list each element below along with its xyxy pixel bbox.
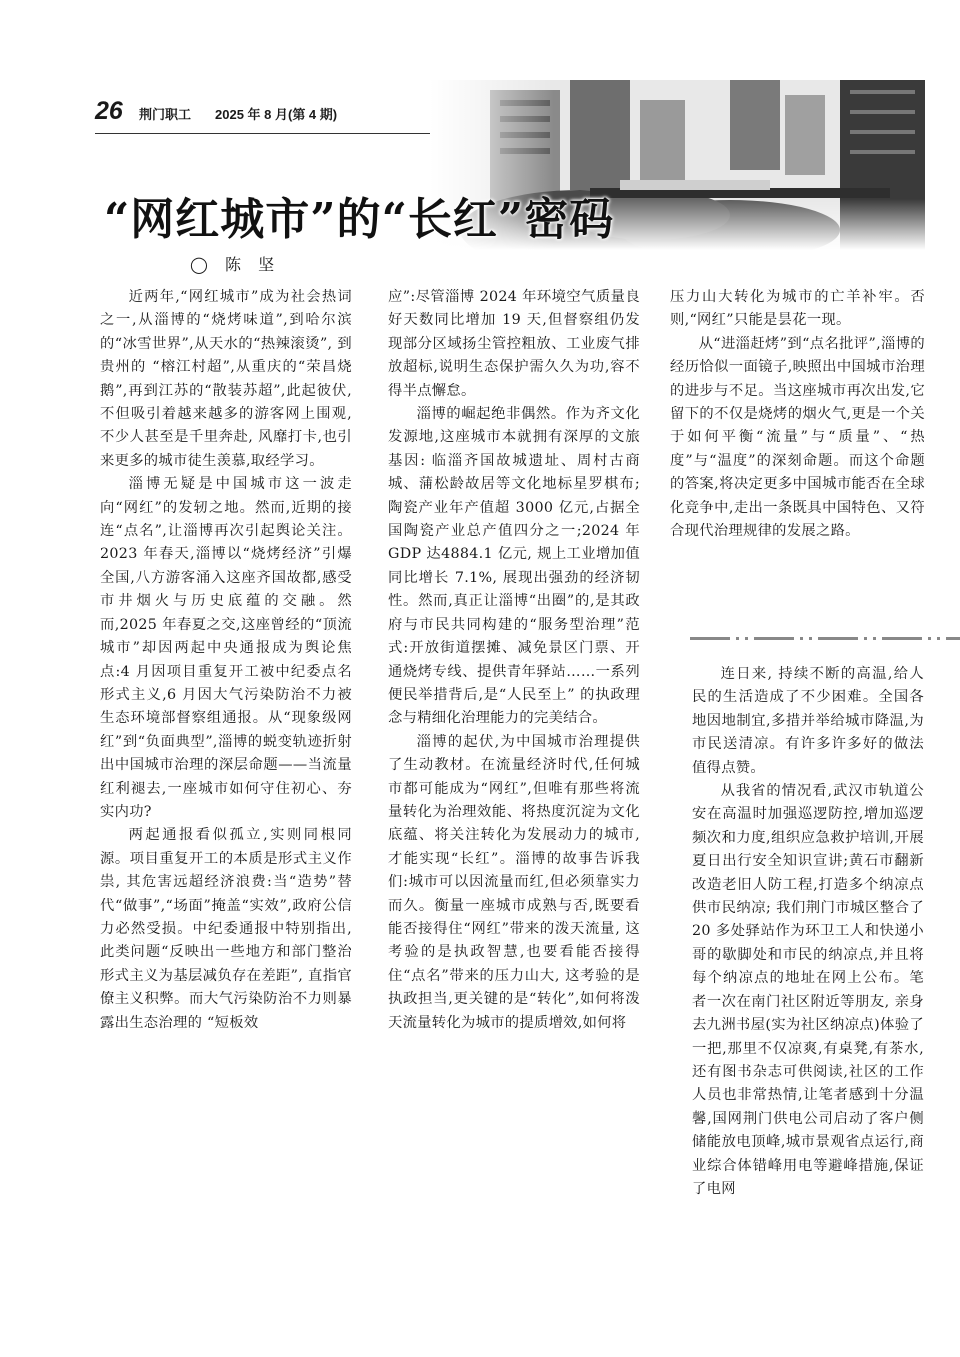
paragraph: 压力山大转化为城市的亡羊补牢。否则,“网红”只能是昙花一现。 [670, 289, 925, 329]
paragraph: 淄博的崛起绝非偶然。作为齐文化发源地,这座城市本就拥有深厚的文旅基因: 临淄齐国故城遗址、周村古商城、蒲松龄故居等文化地标星罗棋布;陶瓷产业年产值超 3000 亿元,占据全国陶瓷产业总产值四分之一;2024 年 GDP 达4884.1 亿元, 规上工业增加值同比增长 7.1%, 展现出强劲的经济韧性。然而,真正让淄博“出圈”的,是其政府与市民共同构建的“服务型治理”范式:开放街道摆摊、减免景区门票、开通烧烤专线、提供青年驿站……一系列便民举措背后,是“人民至上” 的执政理念与精细化治理能力的完美结合。 [388, 406, 640, 727]
paragraph: 连日来, 持续不断的高温,给人民的生活造成了不少困难。全国各地因地制宜,多措并举给城市降温,为市民送清凉。有许多许多好的做法值得点赞。 [692, 666, 924, 776]
article-column-1 [100, 286, 352, 1035]
article-byline: ◯ 陈 坚 [190, 255, 281, 274]
article-title: “网红城市”的“长红”密码 [104, 194, 615, 245]
paragraph: 淄博无疑是中国城市这一波走向“网红”的发轫之地。然而,近期的接连“点名”,让淄博再次引起舆论关注。2023 年春天,淄博以“烧烤经济”引爆全国,八方游客涌入这座齐国故都,感受市井烟火与历史底蕴的交融。然而,2025 年春夏之交,这座曾经的“顶流城市”却因两起中央通报成为舆论焦点:4 月因项目重复开工被中纪委点名形式主义,6 月因大气污染防治不力被生态环境部督察组通报。从“现象级网红”到“负面典型”,淄博的蜕变轨迹折射出中国城市治理的深层命题——当流量红利褪去,一座城市如何守住初心、夯实内功? [100, 476, 352, 820]
sidebar-column [692, 663, 924, 1201]
section-divider [690, 637, 960, 640]
paragraph: 淄博的起伏,为中国城市治理提供了生动教材。在流量经济时代,任何城市都可能成为“网红”,但唯有那些将流量转化为治理效能、将热度沉淀为文化底蕴、将关注转化为发展动力的城市,才能实现“长红”。淄博的故事告诉我们:城市可以因流量而红,但必须靠实力而久。衡量一座城市成熟与否,既要看能否接得住“网红”带来的泼天流量, 这考验的是执政智慧,也要看能否接得住“点名”带来的压力山大, 这考验的是执政担当,更关键的是“转化”,如何将泼天流量转化为城市的提质增效,如何将 [388, 733, 640, 1031]
paragraph: 应”:尽管淄博 2024 年环境空气质量良好天数同比增加 19 天,但督察组仍发现部分区域扬尘管控粗放、工业废气排放超标,说明生态保护需久久为功,容不得半点懈怠。 [388, 289, 640, 399]
paragraph: 两起通报看似孤立,实则同根同源。项目重复开工的本质是形式主义作祟, 其危害远超经济浪费:当“造势”替代“做事”,“场面”掩盖“实效”,政府公信力必然受损。中纪委通报中特别指出, 此类问题“反映出一些地方和部门整治形式主义为基层减负存在差距”, 直指官僚主义积弊。而大气污染防治不力则暴露出生态治理的 “短板效 [100, 827, 352, 1031]
paragraph: 近两年,“网红城市”成为社会热词之一,从淄博的“烧烤味道”,到哈尔滨的“冰雪世界”,从天水的“热辣滚烫”, 到贵州的 “榕江村超”,从重庆的“荣昌烧鹅”,再到江苏的“散装苏超”,此起彼伏,不但吸引着越来越多的游客网上围观,不少人甚至是千里奔赴, 风靡打卡,也引来更多的城市徒生羡慕,取经学习。 [100, 289, 352, 469]
publication-name: 荆门职工 [139, 107, 192, 122]
article-column-2 [388, 286, 640, 1035]
page-number: 26 [95, 97, 123, 125]
article-column-3 [670, 286, 925, 543]
issue-date: 2025 年 8 月(第 4 期) [215, 107, 338, 122]
paragraph: 从我省的情况看,武汉市轨道公安在高温时加强巡逻防控,增加巡逻频次和力度,组织应急救护培训,开展夏日出行安全知识宣讲;黄石市翻新改造老旧人防工程,打造多个纳凉点供市民纳凉; 我们荆门市城区整合了20 多处驿站作为环卫工人和快递小哥的歇脚处和市民的纳凉点,并且将每个纳凉点的地址在网上公布。笔者一次在南门社区附近等朋友, 亲身去九洲书屋(实为社区纳凉点)体验了一把,那里不仅凉爽,有桌凳,有茶水,还有图书杂志可供阅读,社区的工作人员也非常热情,让笔者感到十分温馨,国网荆门供电公司启动了客户侧储能放电顶峰,城市景观省点运行,商业综合体错峰用电等避峰措施,保证了电网 [692, 783, 924, 1197]
paragraph: 从“进淄赶烤”到“点名批评”,淄博的经历恰似一面镜子,映照出中国城市治理的进步与不足。当这座城市再次出发,它留下的不仅是烧烤的烟火气,更是一个关于如何平衡“流量”与“质量”、“热度”与“温度”的深刻命题。而这个命题的答案,将决定更多中国城市能否在全球化竞争中,走出一条既具中国特色、又符合现代治理规律的发展之路。 [670, 335, 925, 540]
